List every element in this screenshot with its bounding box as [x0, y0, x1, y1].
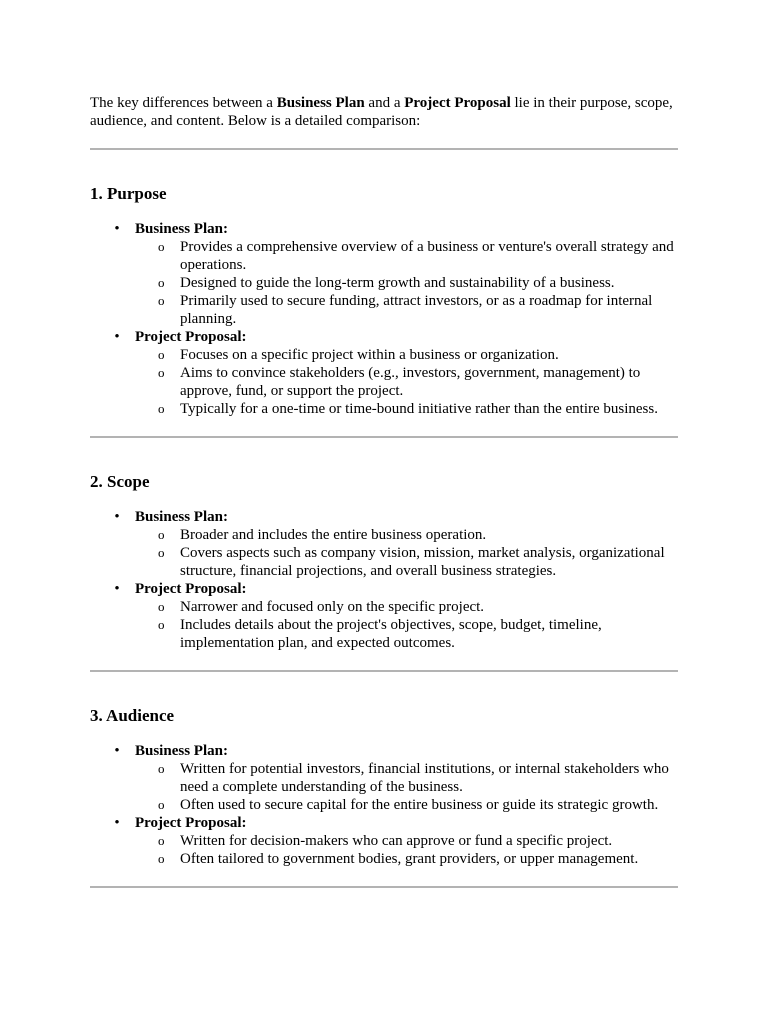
sub-list-item — [135, 364, 678, 400]
sub-list-item — [135, 526, 678, 544]
sub-bullet-list — [135, 238, 678, 328]
sub-bullet-list — [135, 832, 678, 868]
sub-list-item-text: Written for decision-makers who can approve or fund a specific project. — [180, 833, 613, 849]
bullet-list — [90, 508, 678, 652]
sub-bullet-list — [135, 346, 678, 418]
sub-list-item — [135, 292, 678, 328]
sub-list-item-text: Written for potential investors, financial institutions, or internal stakeholders who need a complete understanding of the business. — [180, 761, 669, 795]
circle-bullet-icon: o — [158, 275, 165, 290]
bullet-list — [90, 742, 678, 868]
bullet-icon: • — [114, 743, 120, 759]
sub-list-item — [135, 544, 678, 580]
circle-bullet-icon: o — [158, 851, 165, 866]
sub-list-item — [135, 598, 678, 616]
group-heading: Business Plan: — [135, 509, 228, 525]
intro-paragraph — [90, 94, 678, 130]
circle-bullet-icon: o — [158, 797, 165, 812]
sub-list-item — [135, 796, 678, 814]
intro-text-1: The key differences between a — [90, 95, 277, 111]
sub-bullet-list — [135, 598, 678, 652]
section — [90, 706, 678, 888]
bullet-icon: • — [114, 329, 120, 345]
sub-list-item — [135, 616, 678, 652]
section — [90, 472, 678, 672]
list-item — [90, 220, 678, 328]
circle-bullet-icon: o — [158, 833, 165, 848]
sub-list-item — [135, 760, 678, 796]
sub-list-item-text: Designed to guide the long-term growth and sustainability of a business. — [180, 275, 615, 291]
sub-list-item-text: Covers aspects such as company vision, mission, market analysis, organizational structure, financial projections, and overall business strategies. — [180, 545, 665, 579]
bullet-list — [90, 220, 678, 418]
group-heading: Project Proposal: — [135, 329, 247, 345]
circle-bullet-icon: o — [158, 293, 165, 308]
bullet-icon: • — [114, 509, 120, 525]
circle-bullet-icon: o — [158, 545, 165, 560]
sub-list-item — [135, 850, 678, 868]
intro-text-3: lie in their purpose, scope, audience, and content. Below is a detailed comparison: — [90, 95, 673, 129]
group-heading: Business Plan: — [135, 743, 228, 759]
circle-bullet-icon: o — [158, 617, 165, 632]
sub-list-item-text: Narrower and focused only on the specific project. — [180, 599, 485, 615]
sub-list-item — [135, 238, 678, 274]
list-item — [90, 742, 678, 814]
sub-list-item — [135, 400, 678, 418]
section-heading: 2. Scope — [90, 472, 150, 491]
intro-bold-project-proposal: Project Proposal — [404, 95, 511, 111]
section-heading: 1. Purpose — [90, 184, 167, 203]
list-item — [90, 328, 678, 418]
circle-bullet-icon: o — [158, 239, 165, 254]
circle-bullet-icon: o — [158, 761, 165, 776]
sub-list-item-text: Typically for a one-time or time-bound initiative rather than the entire business. — [180, 401, 658, 417]
intro-bold-business-plan: Business Plan — [276, 95, 365, 111]
list-item — [90, 580, 678, 652]
sub-list-item-text: Aims to convince stakeholders (e.g., investors, government, management) to approve, fund, or support the project. — [180, 365, 641, 399]
section — [90, 184, 678, 438]
sub-bullet-list — [135, 760, 678, 814]
divider — [90, 148, 678, 150]
group-heading: Project Proposal: — [135, 581, 247, 597]
sub-list-item — [135, 274, 678, 292]
sections-container — [90, 184, 678, 888]
circle-bullet-icon: o — [158, 599, 165, 614]
sub-list-item-text: Focuses on a specific project within a business or organization. — [180, 347, 559, 363]
list-item — [90, 814, 678, 868]
bullet-icon: • — [114, 581, 120, 597]
sub-list-item-text: Broader and includes the entire business operation. — [180, 527, 487, 543]
bullet-icon: • — [114, 221, 120, 237]
intro-text-2: and a — [364, 95, 405, 111]
divider — [90, 436, 678, 438]
group-heading: Project Proposal: — [135, 815, 247, 831]
circle-bullet-icon: o — [158, 527, 165, 542]
sub-list-item-text: Provides a comprehensive overview of a business or venture's overall strategy and operations. — [180, 239, 674, 273]
group-heading: Business Plan: — [135, 221, 228, 237]
sub-bullet-list — [135, 526, 678, 580]
sub-list-item-text: Often used to secure capital for the entire business or guide its strategic growth. — [180, 797, 659, 813]
sub-list-item-text: Includes details about the project's objectives, scope, budget, timeline, implementation plan, and expected outcomes. — [180, 617, 602, 651]
divider — [90, 886, 678, 888]
circle-bullet-icon: o — [158, 401, 165, 416]
sub-list-item — [135, 832, 678, 850]
list-item — [90, 508, 678, 580]
sub-list-item-text: Primarily used to secure funding, attract investors, or as a roadmap for internal planning. — [180, 293, 653, 327]
divider — [90, 670, 678, 672]
circle-bullet-icon: o — [158, 365, 165, 380]
sub-list-item — [135, 346, 678, 364]
sub-list-item-text: Often tailored to government bodies, grant providers, or upper management. — [180, 851, 639, 867]
section-heading: 3. Audience — [90, 706, 175, 725]
bullet-icon: • — [114, 815, 120, 831]
circle-bullet-icon: o — [158, 347, 165, 362]
